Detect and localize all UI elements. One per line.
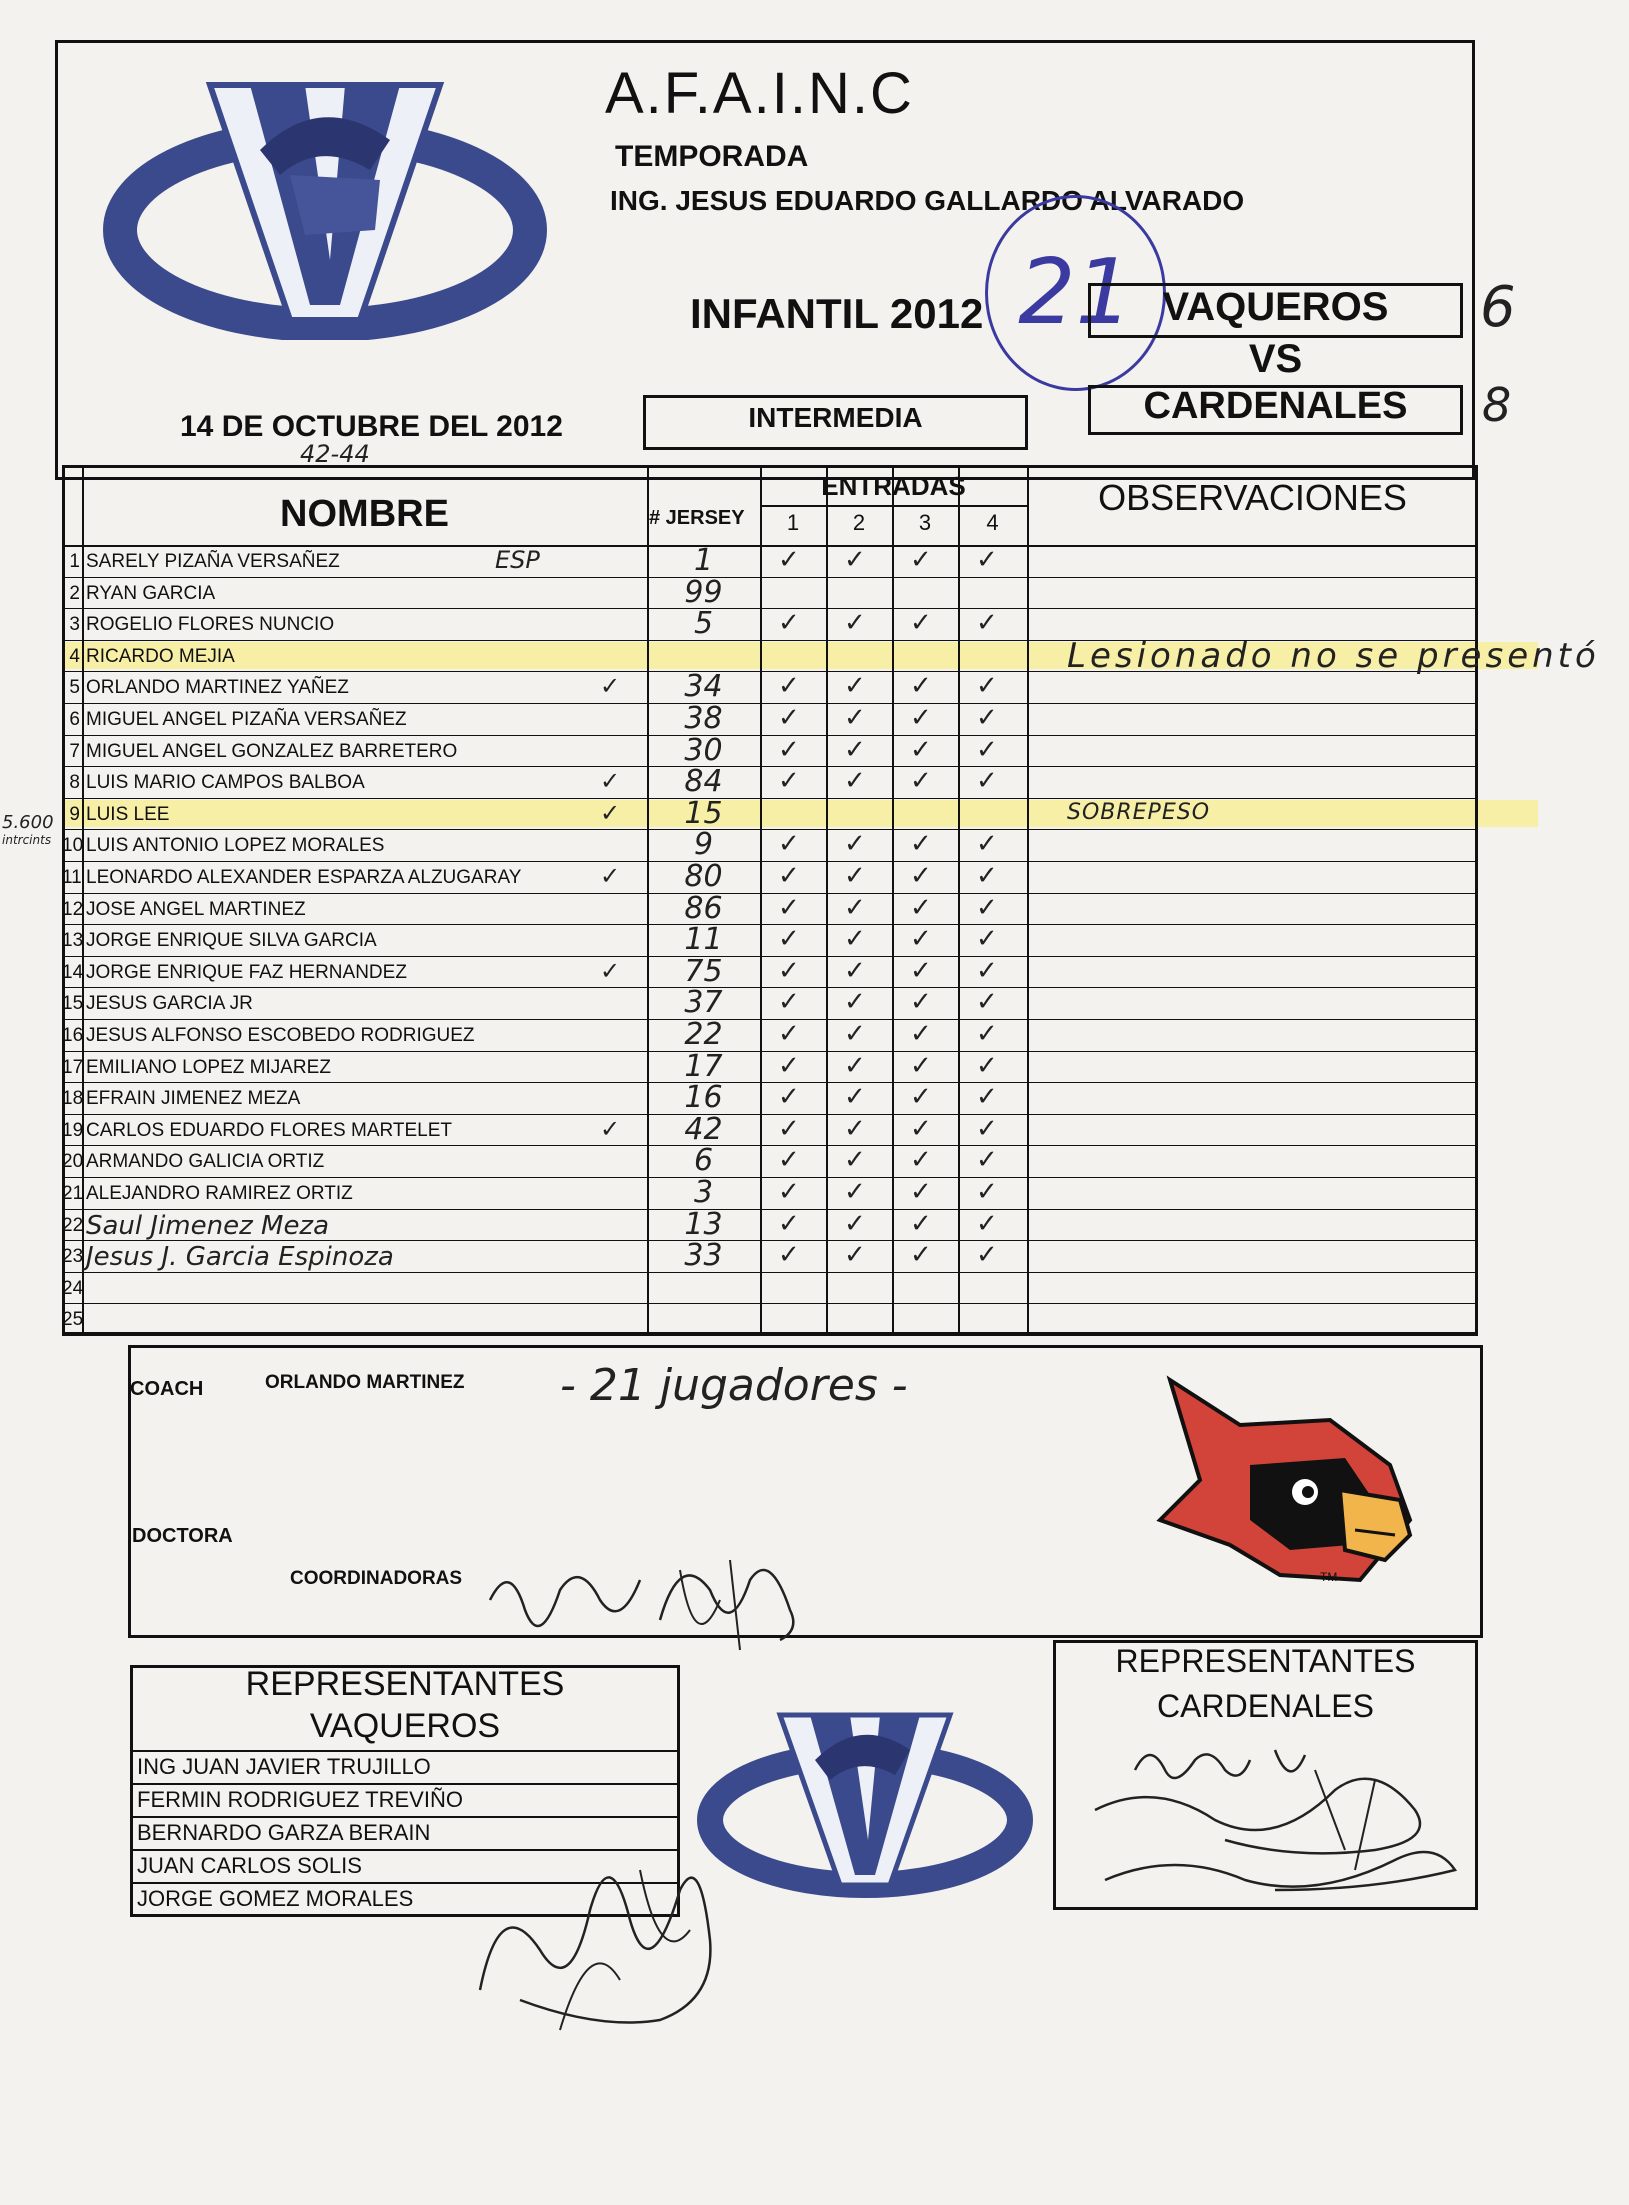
inning-check: ✓	[844, 734, 866, 765]
inning-check: ✓	[778, 1050, 800, 1081]
margin-note-1: 5.600	[2, 812, 54, 833]
season-label: TEMPORADA	[615, 140, 809, 173]
player-name: JESUS GARCIA JR	[86, 993, 253, 1015]
jersey-number: 17	[684, 1048, 723, 1084]
rep-name: JORGE GOMEZ MORALES	[137, 1886, 414, 1911]
jersey-number: 30	[684, 732, 723, 768]
inning-check: ✓	[844, 1208, 866, 1239]
column-divider	[826, 465, 828, 1335]
jersey-number: 22	[684, 1017, 723, 1052]
col-header-inning-4: 4	[986, 510, 999, 535]
inning-check: ✓	[976, 1177, 998, 1207]
inning-check: ✓	[844, 1019, 866, 1049]
inning-check: ✓	[976, 1208, 998, 1239]
col-header-observations: OBSERVACIONES	[1098, 477, 1407, 518]
inning-check: ✓	[976, 671, 998, 702]
player-name: ROGELIO FLORES NUNCIO	[86, 614, 335, 636]
inning-check: ✓	[778, 1177, 800, 1207]
rep-name: BERNARDO GARZA BERAIN	[137, 1820, 431, 1845]
inning-check: ✓	[910, 829, 932, 860]
hand-score-away: 8	[1482, 378, 1512, 432]
rep-name: FERMIN RODRIGUEZ TREVIÑO	[137, 1787, 463, 1812]
hand-score-home: 6	[1480, 275, 1516, 340]
player-note: ✓	[600, 1114, 621, 1143]
jersey-number: 6	[693, 1143, 714, 1179]
observation: Lesionado no se presentó	[1067, 635, 1600, 676]
row-number: 20	[62, 1151, 84, 1173]
inning-check: ✓	[778, 608, 800, 639]
row-divider	[62, 1051, 1478, 1052]
row-divider	[62, 1335, 1478, 1336]
col-header-inning-2: 2	[852, 510, 866, 535]
reps-away-signatures	[1075, 1730, 1465, 1900]
jersey-number: 16	[684, 1080, 723, 1116]
coach-label: COACH	[130, 1378, 204, 1400]
row-divider	[62, 1145, 1478, 1146]
row-divider	[62, 735, 1478, 736]
inning-check: ✓	[976, 829, 998, 860]
player-name: JOSE ANGEL MARTINEZ	[86, 898, 306, 920]
player-note: ✓	[600, 672, 621, 701]
jersey-number: 99	[684, 574, 723, 610]
jersey-number: 75	[684, 953, 723, 989]
row-number: 25	[62, 1309, 84, 1331]
player-note: ✓	[600, 767, 621, 796]
inning-check: ✓	[910, 1050, 932, 1081]
row-number: 18	[62, 1088, 84, 1110]
away-team: CARDENALES	[1143, 385, 1408, 427]
player-name: CARLOS EDUARDO FLORES MARTELET	[86, 1119, 453, 1141]
inning-check: ✓	[910, 1145, 932, 1176]
inning-check: ✓	[976, 1113, 998, 1144]
player-name: JESUS ALFONSO ESCOBEDO RODRIGUEZ	[86, 1025, 475, 1046]
row-divider	[62, 1019, 1478, 1020]
hand-circle-note: 21	[985, 195, 1166, 391]
player-name: ARMANDO GALICIA ORTIZ	[86, 1151, 325, 1173]
inning-check: ✓	[910, 924, 932, 955]
row-number: 12	[62, 898, 84, 920]
inning-check: ✓	[910, 987, 932, 1018]
player-name: LUIS MARIO CAMPOS BALBOA	[86, 772, 365, 794]
player-name: LUIS LEE	[86, 803, 170, 825]
player-name: SARELY PIZAÑA VERSAÑEZ	[86, 551, 340, 572]
inning-check: ✓	[910, 1019, 932, 1049]
coordinators-signature	[480, 1540, 820, 1660]
inning-check: ✓	[844, 861, 866, 891]
player-name: LEONARDO ALEXANDER ESPARZA ALZUGARAY	[86, 867, 522, 888]
inning-check: ✓	[844, 1113, 866, 1144]
jersey-number: 5	[693, 606, 714, 642]
row-number: 3	[69, 614, 80, 636]
inning-check: ✓	[778, 1082, 800, 1113]
inning-check: ✓	[778, 987, 800, 1018]
row-number: 9	[69, 803, 80, 825]
inning-check: ✓	[976, 545, 998, 575]
inning-check: ✓	[778, 1019, 800, 1049]
jersey-number: 9	[693, 827, 714, 863]
inning-check: ✓	[976, 1019, 998, 1049]
row-number: 19	[62, 1119, 84, 1141]
row-divider	[62, 861, 1478, 862]
row-divider	[62, 577, 1478, 578]
category-title: INFANTIL 2012	[690, 290, 984, 337]
jersey-number: 33	[684, 1238, 723, 1274]
inning-check: ✓	[778, 766, 800, 797]
inning-check: ✓	[844, 1050, 866, 1081]
reps-away-title-2: CARDENALES	[1157, 1688, 1374, 1724]
division: INTERMEDIA	[748, 402, 923, 433]
inning-check: ✓	[844, 608, 866, 639]
inning-check: ✓	[910, 545, 932, 575]
row-number: 6	[69, 709, 80, 730]
player-name: ORLANDO MARTINEZ YAÑEZ	[86, 677, 349, 699]
row-divider	[62, 1114, 1478, 1115]
player-name: EMILIANO LOPEZ MIJAREZ	[86, 1056, 331, 1078]
row-divider	[62, 703, 1478, 704]
inning-check: ✓	[910, 1082, 932, 1113]
player-name: RYAN GARCIA	[86, 582, 216, 604]
inning-check: ✓	[778, 1240, 800, 1271]
jersey-number: 38	[684, 701, 723, 736]
inning-check: ✓	[910, 1113, 932, 1144]
row-divider	[62, 956, 1478, 957]
match-date: 14 DE OCTUBRE DEL 2012	[180, 410, 563, 443]
row-number: 7	[69, 740, 80, 762]
column-divider	[892, 465, 894, 1335]
rep-row-divider	[132, 1750, 678, 1752]
header-divider	[62, 545, 1478, 547]
jersey-number: 80	[684, 859, 723, 894]
inning-check: ✓	[976, 1050, 998, 1081]
reps-home-signature	[460, 1830, 760, 2050]
row-number: 13	[62, 930, 84, 952]
jersey-number: 42	[684, 1111, 723, 1147]
reps-home-title-2: VAQUEROS	[309, 1707, 501, 1745]
jersey-number: 3	[693, 1175, 714, 1210]
margin-note	[2, 812, 54, 848]
jersey-number: 15	[684, 795, 723, 831]
inning-check: ✓	[976, 924, 998, 955]
player-name: EFRAIN JIMENEZ MEZA	[86, 1088, 301, 1110]
engineer-name: ING. JESUS EDUARDO GALLARDO ALVARADO	[610, 185, 1245, 216]
inning-check: ✓	[910, 671, 932, 702]
row-divider	[62, 893, 1478, 894]
jersey-number: 11	[684, 922, 723, 958]
reps-away-title-1: REPRESENTANTES	[1115, 1643, 1416, 1679]
row-number: 23	[62, 1246, 84, 1268]
row-number: 14	[62, 961, 84, 983]
doctor-label: DOCTORA	[132, 1525, 233, 1547]
row-divider	[62, 608, 1478, 609]
coach-name: ORLANDO MARTINEZ	[265, 1372, 465, 1393]
player-note: ✓	[600, 798, 621, 827]
inning-check: ✓	[844, 955, 866, 986]
player-name: Saul Jimenez Meza	[86, 1210, 330, 1241]
org-title: A.F.A.I.N.C	[605, 61, 914, 126]
player-note: ESP	[495, 546, 540, 574]
column-divider	[958, 465, 960, 1335]
col-header-inning-1: 1	[786, 510, 800, 535]
hand-date-note: 42-44	[300, 440, 370, 468]
column-divider	[760, 465, 762, 1335]
players-note: - 21 jugadores -	[560, 1360, 908, 1411]
inning-check: ✓	[778, 545, 800, 575]
inning-check: ✓	[844, 1145, 866, 1176]
inning-check: ✓	[976, 861, 998, 891]
row-number: 21	[62, 1183, 84, 1204]
inning-check: ✓	[910, 1240, 932, 1271]
home-team: VAQUEROS	[1162, 285, 1389, 329]
row-number: 15	[62, 993, 84, 1015]
inning-check: ✓	[778, 671, 800, 702]
inning-check: ✓	[976, 987, 998, 1018]
inning-check: ✓	[778, 861, 800, 891]
row-divider	[62, 1303, 1478, 1304]
jersey-number: 1	[693, 543, 714, 578]
inning-check: ✓	[976, 734, 998, 765]
inning-check: ✓	[910, 1208, 932, 1239]
column-divider	[1027, 465, 1029, 1335]
col-header-jersey: # JERSEY	[649, 507, 745, 529]
inning-check: ✓	[910, 1177, 932, 1207]
col-header-inning-3: 3	[918, 510, 932, 535]
inning-check: ✓	[778, 924, 800, 955]
row-number: 4	[69, 645, 80, 667]
inning-check: ✓	[910, 734, 932, 765]
row-number: 1	[69, 551, 80, 572]
row-divider	[62, 766, 1478, 767]
player-note: ✓	[600, 862, 621, 890]
inning-check: ✓	[844, 545, 866, 575]
player-name: LUIS ANTONIO LOPEZ MORALES	[86, 835, 385, 857]
row-divider	[62, 829, 1478, 830]
row-number: 8	[69, 772, 80, 794]
jersey-number: 84	[684, 764, 723, 800]
reps-home-title-1: REPRESENTANTES	[245, 1665, 565, 1703]
row-divider	[62, 987, 1478, 988]
jersey-number: 86	[684, 890, 723, 926]
inning-check: ✓	[910, 892, 932, 923]
player-name: JORGE ENRIQUE FAZ HERNANDEZ	[86, 961, 407, 983]
player-name: RICARDO MEJIA	[86, 645, 235, 667]
row-number: 2	[69, 582, 80, 604]
inning-check: ✓	[976, 955, 998, 986]
col-header-name: NOMBRE	[280, 493, 449, 535]
jersey-number: 34	[684, 669, 723, 705]
inning-check: ✓	[910, 861, 932, 891]
player-note: ✓	[600, 956, 621, 985]
row-divider	[62, 1209, 1478, 1210]
row-number: 17	[62, 1056, 84, 1078]
row-number: 10	[62, 835, 84, 857]
inning-check: ✓	[778, 1208, 800, 1239]
rep-name: JUAN CARLOS SOLIS	[137, 1853, 362, 1878]
inning-check: ✓	[778, 734, 800, 765]
row-number: 5	[69, 677, 80, 699]
inning-check: ✓	[844, 987, 866, 1018]
inning-check: ✓	[778, 892, 800, 923]
row-divider	[62, 924, 1478, 925]
observation: SOBREPESO	[1067, 799, 1211, 825]
row-number: 11	[62, 867, 82, 888]
inning-check: ✓	[910, 766, 932, 797]
player-name: MIGUEL ANGEL GONZALEZ BARRETERO	[86, 740, 458, 762]
jersey-number: 37	[684, 985, 723, 1021]
inning-check: ✓	[976, 766, 998, 797]
inning-check: ✓	[844, 892, 866, 923]
player-name: ALEJANDRO RAMIREZ ORTIZ	[86, 1183, 353, 1204]
inning-check: ✓	[976, 1145, 998, 1176]
inning-check: ✓	[844, 766, 866, 797]
vs-label: VS	[1248, 337, 1303, 381]
inning-check: ✓	[844, 1177, 866, 1207]
inning-check: ✓	[976, 1082, 998, 1113]
col-header-innings: ENTRADAS	[821, 471, 966, 501]
inning-check: ✓	[910, 955, 932, 986]
inning-check: ✓	[976, 1240, 998, 1271]
inning-check: ✓	[844, 829, 866, 860]
row-divider	[62, 798, 1478, 799]
rep-row-divider	[132, 1783, 678, 1785]
inning-check: ✓	[844, 703, 866, 733]
row-divider	[62, 1082, 1478, 1083]
header-divider	[760, 505, 1027, 507]
inning-check: ✓	[844, 671, 866, 702]
player-name: Jesus J. Garcia Espinoza	[86, 1242, 394, 1273]
rep-name: ING JUAN JAVIER TRUJILLO	[137, 1754, 431, 1779]
cardinal-logo	[1130, 1370, 1430, 1600]
inning-check: ✓	[910, 703, 932, 733]
margin-note-2: intrcints	[2, 833, 52, 847]
inning-check: ✓	[778, 1145, 800, 1176]
inning-check: ✓	[976, 608, 998, 639]
inning-check: ✓	[778, 955, 800, 986]
inning-check: ✓	[778, 703, 800, 733]
inning-check: ✓	[844, 1240, 866, 1271]
trademark: TM	[1320, 1570, 1338, 1584]
coordinators-label: COORDINADORAS	[290, 1568, 463, 1589]
row-number: 16	[62, 1025, 84, 1046]
player-name: JORGE ENRIQUE SILVA GARCIA	[86, 930, 377, 952]
rep-row-divider	[132, 1816, 678, 1818]
inning-check: ✓	[976, 703, 998, 733]
inning-check: ✓	[778, 1113, 800, 1144]
inning-check: ✓	[976, 892, 998, 923]
inning-check: ✓	[778, 829, 800, 860]
jersey-number: 13	[684, 1206, 723, 1242]
inning-check: ✓	[844, 1082, 866, 1113]
player-name: MIGUEL ANGEL PIZAÑA VERSAÑEZ	[86, 709, 407, 730]
inning-check: ✓	[844, 924, 866, 955]
row-number: 24	[62, 1277, 84, 1299]
inning-check: ✓	[910, 608, 932, 639]
row-divider	[62, 1177, 1478, 1178]
row-number: 22	[62, 1214, 84, 1236]
